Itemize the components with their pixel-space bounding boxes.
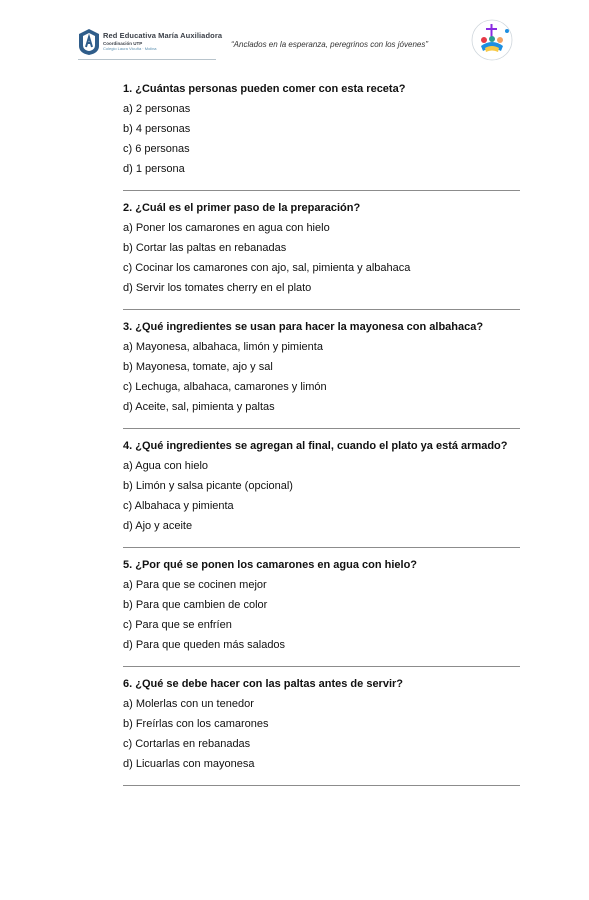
answer-option[interactable]: c) Cortarlas en rebanadas xyxy=(123,738,251,750)
question-separator xyxy=(123,428,520,429)
question-title: 2. ¿Cuál es el primer paso de la preparación? xyxy=(123,202,361,214)
answer-option[interactable]: b) Cortar las paltas en rebanadas xyxy=(123,242,287,254)
answer-option[interactable]: a) Agua con hielo xyxy=(123,460,209,472)
question-title: 4. ¿Qué ingredientes se agregan al final, cuando el plato ya está armado? xyxy=(123,440,508,452)
answer-option[interactable]: a) Molerlas con un tenedor xyxy=(123,698,254,710)
org-block xyxy=(103,31,222,51)
question-separator xyxy=(123,190,520,191)
question-block xyxy=(123,436,520,536)
answer-option[interactable]: b) Mayonesa, tomate, ajo y sal xyxy=(123,361,273,373)
answer-option[interactable]: b) 4 personas xyxy=(123,123,191,135)
answer-option[interactable]: c) Lechuga, albahaca, camarones y limón xyxy=(123,381,327,393)
question-block xyxy=(123,198,520,298)
question-title: 1. ¿Cuántas personas pueden comer con esta receta? xyxy=(123,83,406,95)
question-separator xyxy=(123,547,520,548)
org-coordination: Coordinación UTP xyxy=(103,41,143,46)
question-block xyxy=(123,555,520,655)
page-header xyxy=(0,0,589,70)
answer-option[interactable]: a) Para que se cocinen mejor xyxy=(123,579,267,591)
answer-option[interactable]: d) Licuarlas con mayonesa xyxy=(123,758,255,770)
answer-option[interactable]: b) Para que cambien de color xyxy=(123,599,268,611)
jubilee-logo-icon xyxy=(469,18,515,62)
question-block xyxy=(123,79,520,179)
question-block xyxy=(123,674,520,774)
question-separator xyxy=(123,785,520,786)
answer-option[interactable]: d) Servir los tomates cherry en el plato xyxy=(123,282,312,294)
org-name: Red Educativa María Auxiliadora xyxy=(103,31,223,40)
answer-option[interactable]: d) Aceite, sal, pimienta y paltas xyxy=(123,401,275,413)
answer-option[interactable]: c) Albahaca y pimienta xyxy=(123,500,234,512)
answer-option[interactable]: b) Limón y salsa picante (opcional) xyxy=(123,480,293,492)
network-logo-icon xyxy=(78,28,100,56)
question-title: 3. ¿Qué ingredientes se usan para hacer la mayonesa con albahaca? xyxy=(123,321,484,333)
answer-option[interactable]: c) Para que se enfríen xyxy=(123,619,232,631)
answer-option[interactable]: d) Para que queden más salados xyxy=(123,639,286,651)
answer-option[interactable]: a) 2 personas xyxy=(123,103,191,115)
answer-option[interactable]: d) 1 persona xyxy=(123,163,185,175)
answer-option[interactable]: b) Freírlas con los camarones xyxy=(123,718,269,730)
question-block xyxy=(123,317,520,417)
question-title: 5. ¿Por qué se ponen los camarones en agua con hielo? xyxy=(123,559,418,571)
header-divider xyxy=(78,59,216,60)
org-school: Colegio Laura Vicuña · Molina xyxy=(103,46,157,51)
answer-option[interactable]: d) Ajo y aceite xyxy=(123,520,193,532)
question-title: 6. ¿Qué se debe hacer con las paltas antes de servir? xyxy=(123,678,404,690)
question-separator xyxy=(123,309,520,310)
question-separator xyxy=(123,666,520,667)
answer-option[interactable]: a) Mayonesa, albahaca, limón y pimienta xyxy=(123,341,323,353)
answer-option[interactable]: a) Poner los camarones en agua con hielo xyxy=(123,222,330,234)
answer-option[interactable]: c) Cocinar los camarones con ajo, sal, pimienta y albahaca xyxy=(123,262,411,274)
answer-option[interactable]: c) 6 personas xyxy=(123,143,190,155)
quiz-content xyxy=(123,79,520,793)
motto: “Anclados en la esperanza, peregrinos con los jóvenes” xyxy=(231,40,429,49)
